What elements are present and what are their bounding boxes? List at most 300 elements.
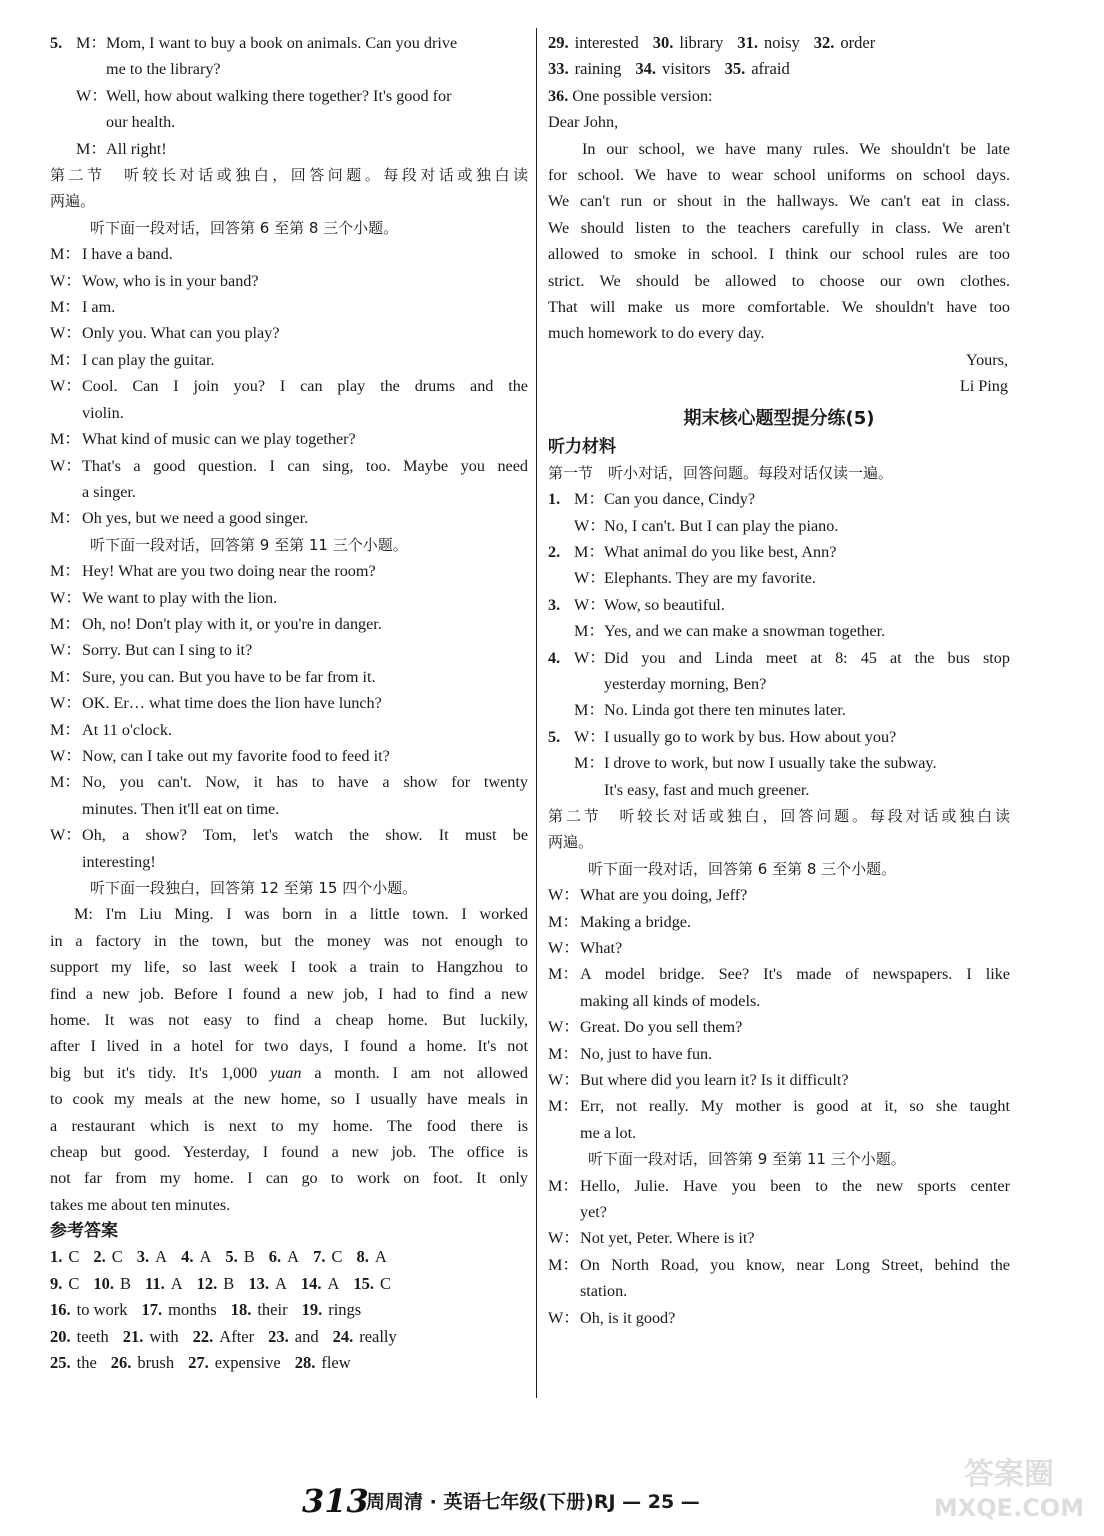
dialogue-text: Oh, is it good? xyxy=(580,1308,676,1327)
answer-item xyxy=(814,30,875,56)
item-number: 1. xyxy=(548,490,561,509)
dialogue-line xyxy=(50,664,528,690)
speaker: M： xyxy=(574,542,605,561)
answer-value: interested xyxy=(574,33,639,52)
speaker: M： xyxy=(574,622,605,641)
answer-value: brush xyxy=(137,1352,175,1372)
answer-number: 31. xyxy=(737,33,758,52)
answer-number: 36. xyxy=(548,86,569,105)
section-instruction: 两遍。 xyxy=(50,192,96,211)
dialogue-text: But where did you learn it? Is it difficult? xyxy=(580,1071,849,1090)
essay-greeting: Dear John, xyxy=(548,113,619,132)
answer-number: 23. xyxy=(268,1326,289,1346)
answer-item xyxy=(93,1244,122,1270)
essay-line: for school. We have to wear school uniforms on school days. xyxy=(548,166,1010,185)
essay-label: 36. One possible version: xyxy=(548,86,713,105)
continuation-line: making all kinds of models. xyxy=(580,991,761,1010)
speaker: M： xyxy=(50,430,81,449)
paragraph-line: cheap but good. Yesterday, I found a new job. The office is xyxy=(50,1143,528,1162)
answer-item xyxy=(356,1244,386,1270)
answer-item xyxy=(653,30,724,56)
answer-value: teeth xyxy=(76,1326,109,1346)
answer-number: 33. xyxy=(548,59,569,79)
item-number: 5. xyxy=(50,34,63,52)
paragraph-line: to cook my meals at the new home, so I usually have meals in xyxy=(50,1090,528,1109)
answer-number: 24. xyxy=(332,1326,354,1346)
dialogue-text: At 11 o'clock. xyxy=(82,720,172,739)
answer-number: 34. xyxy=(635,59,656,79)
speaker: W： xyxy=(548,1071,580,1090)
speaker: M： xyxy=(548,912,579,931)
dialogue-line xyxy=(50,30,528,56)
section-instruction: 听下面一段对话，回答第 9 至第 11 三个小题。 xyxy=(90,535,408,554)
section-instruction: 两遍。 xyxy=(548,833,594,852)
dialogue-line xyxy=(548,909,1010,935)
dialogue-line xyxy=(50,241,528,267)
dialogue-text: Cool. Can I join you? I can play the drums and the xyxy=(82,377,528,396)
answer-number: 7. xyxy=(313,1247,326,1267)
answer-item xyxy=(248,1271,287,1297)
right-column xyxy=(548,30,1010,1331)
dialogue-text: Yes, and we can make a snowman together. xyxy=(604,622,886,641)
dialogue-line xyxy=(548,1067,1010,1093)
speaker: M： xyxy=(548,1044,579,1063)
section-instruction: 听下面一段对话，回答第 9 至第 11 三个小题。 xyxy=(588,1150,906,1169)
speaker: W： xyxy=(574,569,606,588)
dialogue-line xyxy=(548,592,1010,618)
paragraph-line: after I lived in a hotel for two days, I found a home. It's not xyxy=(50,1037,528,1056)
answer-value: C xyxy=(68,1273,80,1293)
answer-value: and xyxy=(294,1326,319,1346)
answer-value: A xyxy=(327,1273,340,1293)
answer-item xyxy=(137,1244,167,1270)
paragraph-line: not far from my home. I can go to work on foot. It only xyxy=(50,1169,528,1188)
speaker: W： xyxy=(548,1018,580,1037)
speaker: M： xyxy=(50,298,81,317)
dialogue-line xyxy=(50,769,528,795)
essay-line: In our school, we have many rules. We shouldn't be late xyxy=(582,139,1010,158)
section-instruction: 听下面一段对话，回答第 6 至第 8 三个小题。 xyxy=(588,859,897,878)
answer-value: raining xyxy=(574,59,622,79)
answer-item xyxy=(737,30,799,56)
answer-item xyxy=(50,1350,97,1376)
speaker: M： xyxy=(50,245,81,264)
answer-item xyxy=(313,1244,342,1270)
answer-item xyxy=(269,1244,299,1270)
answer-number: 25. xyxy=(50,1352,71,1372)
answer-number: 2. xyxy=(93,1247,106,1267)
dialogue-text: I can play the guitar. xyxy=(82,350,215,369)
dialogue-line xyxy=(548,618,1010,644)
continuation-line: a singer. xyxy=(82,482,136,501)
currency-word: yuan xyxy=(270,1063,302,1082)
answer-number: 17. xyxy=(141,1300,163,1320)
section-instruction: 听下面一段对话，回答第 6 至第 8 三个小题。 xyxy=(90,218,399,237)
answer-value: B xyxy=(223,1273,235,1293)
item-number: 3. xyxy=(548,595,561,614)
answer-number: 15. xyxy=(353,1273,375,1293)
dialogue-text: Making a bridge. xyxy=(580,912,692,931)
answer-value: months xyxy=(168,1300,217,1320)
dialogue-text: On North Road, you know, near Long Street, behind the xyxy=(580,1255,1010,1274)
dialogue-text: I am. xyxy=(82,298,116,317)
dialogue-line xyxy=(548,513,1010,539)
dialogue-line xyxy=(50,585,528,611)
speaker: W： xyxy=(50,456,82,475)
answer-value: B xyxy=(120,1273,132,1293)
continuation-line: It's easy, fast and much greener. xyxy=(604,780,810,799)
dialogue-line xyxy=(50,268,528,294)
dialogue-text: Mom, I want to buy a book on animals. Can you drive xyxy=(106,34,458,52)
answer-number: 13. xyxy=(248,1273,269,1293)
speaker: M： xyxy=(548,1176,579,1195)
watermark xyxy=(924,1450,1094,1530)
section-instruction: 第一节 听小对话，回答问题。每段对话仅读一遍。 xyxy=(548,463,894,482)
answer-item xyxy=(93,1271,131,1297)
answer-number: 28. xyxy=(294,1352,316,1372)
answer-value: order xyxy=(840,33,876,52)
dialogue-line xyxy=(50,558,528,584)
answer-item xyxy=(333,1324,397,1350)
answer-value: C xyxy=(68,1247,80,1267)
publisher-logo xyxy=(300,1480,369,1520)
answer-item xyxy=(295,1350,351,1376)
answer-number: 16. xyxy=(50,1300,71,1320)
paragraph-line: home. It was not easy to find a cheap home. But luckily, xyxy=(50,1011,528,1030)
speaker: M： xyxy=(50,509,81,528)
paragraph-line: M: I'm Liu Ming. I was born in a little town. I worked xyxy=(74,905,528,924)
answer-number: 12. xyxy=(196,1273,218,1293)
dialogue-line xyxy=(548,1093,1010,1119)
dialogue-line xyxy=(548,486,1010,512)
speaker: M： xyxy=(76,34,107,52)
dialogue-text: Great. Do you sell them? xyxy=(580,1018,743,1037)
answer-item xyxy=(50,1297,128,1323)
dialogue-text: Not yet, Peter. Where is it? xyxy=(580,1229,755,1248)
section-instruction: 第二节 听较长对话或独白，回答问题。每段对话或独白读 xyxy=(548,806,1010,825)
paragraph-line: support my life, so last week I took a train to Hangzhou to xyxy=(50,958,528,977)
speaker: M： xyxy=(76,139,107,158)
answer-item xyxy=(142,1297,217,1323)
dialogue-line xyxy=(548,882,1010,908)
answer-number: 26. xyxy=(110,1352,132,1372)
speaker: M： xyxy=(548,1097,579,1116)
footer-text: 周周清 · 英语七年级(下册)RJ — 25 — xyxy=(366,1490,700,1513)
listening-title: 听力材料 xyxy=(548,436,616,457)
answer-number: 32. xyxy=(813,33,835,52)
essay-line: We should listen to the teachers carefully in class. We aren't xyxy=(548,218,1010,237)
section-heading: 期末核心题型提分练(5) xyxy=(683,407,875,429)
page-footer xyxy=(300,1480,820,1520)
answer-item xyxy=(193,1324,254,1350)
dialogue-text: Oh, no! Don't play with it, or you're in danger. xyxy=(82,614,382,633)
speaker: W： xyxy=(50,826,82,845)
speaker: W： xyxy=(50,746,82,765)
dialogue-text: Wow, so beautiful. xyxy=(604,595,725,614)
speaker: M： xyxy=(574,701,605,720)
answer-value: A xyxy=(374,1247,387,1267)
answer-number: 22. xyxy=(192,1326,214,1346)
dialogue-text: A model bridge. See? It's made of newspapers. I like xyxy=(580,965,1010,984)
dialogue-text: Sure, you can. But you have to be far from it. xyxy=(82,667,376,686)
dialogue-line xyxy=(548,750,1010,776)
speaker: W： xyxy=(50,641,82,660)
answer-value: After xyxy=(219,1326,255,1346)
answer-value: visitors xyxy=(662,59,711,79)
answer-value: A xyxy=(287,1247,300,1267)
answer-item xyxy=(50,1271,79,1297)
dialogue-text: Now, can I take out my favorite food to feed it? xyxy=(82,746,390,765)
continuation-line: yet? xyxy=(580,1203,607,1222)
dialogue-line xyxy=(50,611,528,637)
answer-number: 35. xyxy=(724,59,746,79)
dialogue-text: Hey! What are you two doing near the room? xyxy=(82,562,376,581)
answer-item xyxy=(231,1297,288,1323)
dialogue-text: No, I can't. But I can play the piano. xyxy=(604,516,839,535)
answer-value: their xyxy=(257,1300,288,1320)
answer-number: 9. xyxy=(50,1273,63,1293)
answer-number: 30. xyxy=(652,33,674,52)
speaker: W： xyxy=(50,271,82,290)
answer-value: B xyxy=(243,1247,255,1267)
answer-item xyxy=(111,1350,174,1376)
answer-value: with xyxy=(149,1326,179,1346)
answer-number: 27. xyxy=(188,1352,209,1372)
dialogue-text: I have a band. xyxy=(82,245,173,264)
answer-item xyxy=(635,56,710,82)
answer-value: library xyxy=(679,33,724,52)
dialogue-line xyxy=(548,1014,1010,1040)
answer-number: 4. xyxy=(181,1247,194,1267)
essay-line: allowed to smoke in school. I think our school rules are too xyxy=(548,245,1010,264)
watermark-text: 答案圈 xyxy=(964,1457,1054,1492)
essay-line: strict. We should be allowed to choose our own clothes. xyxy=(548,271,1010,290)
dialogue-text: Elephants. They are my favorite. xyxy=(604,569,816,588)
item-number: 2. xyxy=(548,542,561,561)
answer-value: A xyxy=(170,1273,183,1293)
dialogue-text: No. Linda got there ten minutes later. xyxy=(604,701,846,720)
dialogue-line xyxy=(50,136,528,162)
answer-row xyxy=(548,56,1010,82)
speaker: W： xyxy=(50,324,82,343)
dialogue-line xyxy=(548,1252,1010,1278)
speaker: W： xyxy=(50,694,82,713)
speaker: M： xyxy=(50,614,81,633)
speaker: W： xyxy=(548,886,580,905)
dialogue-line xyxy=(50,426,528,452)
dialogue-text: What kind of music can we play together? xyxy=(82,430,356,449)
answer-item xyxy=(268,1324,318,1350)
svg-text:MXQE.COM: MXQE.COM xyxy=(933,1494,1085,1522)
speaker: M： xyxy=(50,562,81,581)
speaker: M： xyxy=(50,350,81,369)
continuation-line: station. xyxy=(580,1282,628,1301)
answer-value: the xyxy=(76,1352,97,1372)
answer-value: to work xyxy=(76,1300,128,1320)
dialogue-line xyxy=(50,453,528,479)
essay-closing: Yours, xyxy=(966,350,1008,369)
answer-value: afraid xyxy=(751,59,790,79)
answer-row xyxy=(50,1297,528,1323)
continuation-line: our health. xyxy=(106,113,176,132)
dialogue-line xyxy=(50,505,528,531)
answer-value: C xyxy=(331,1247,343,1267)
dialogue-text: Oh, a show? Tom, let's watch the show. It must be xyxy=(82,826,528,845)
speaker: W： xyxy=(548,1229,580,1248)
dialogue-text: We want to play with the lion. xyxy=(82,588,278,607)
dialogue-line xyxy=(548,724,1010,750)
dialogue-line xyxy=(50,690,528,716)
speaker: W： xyxy=(574,516,606,535)
continuation-line: yesterday morning, Ben? xyxy=(604,674,767,693)
speaker: W： xyxy=(50,377,82,396)
answer-item xyxy=(50,1244,79,1270)
answer-number: 20. xyxy=(50,1326,71,1346)
answer-item xyxy=(725,56,790,82)
answer-value: expensive xyxy=(214,1352,281,1372)
dialogue-text: I drove to work, but now I usually take the subway. xyxy=(604,754,937,773)
dialogue-text: No, you can't. Now, it has to have a show for twenty xyxy=(82,773,528,792)
dialogue-line xyxy=(50,347,528,373)
dialogue-text: Can you dance, Cindy? xyxy=(604,490,756,509)
dialogue-text: Only you. What can you play? xyxy=(82,324,280,343)
essay-signature: Li Ping xyxy=(959,377,1008,396)
answer-item xyxy=(188,1350,281,1376)
dialogue-text: No, just to have fun. xyxy=(580,1044,713,1063)
answer-value: really xyxy=(359,1326,397,1346)
dialogue-line xyxy=(50,83,528,109)
speaker: M： xyxy=(50,667,81,686)
dialogue-line xyxy=(548,1173,1010,1199)
speaker: W： xyxy=(76,86,108,105)
answer-item xyxy=(123,1324,179,1350)
answer-number: 3. xyxy=(136,1247,150,1267)
answer-number: 19. xyxy=(301,1300,323,1320)
dialogue-text: Err, not really. My mother is good at it, so she taught xyxy=(580,1097,1010,1116)
dialogue-line xyxy=(50,822,528,848)
dialogue-line xyxy=(50,637,528,663)
speaker: M： xyxy=(574,754,605,773)
dialogue-line xyxy=(50,373,528,399)
paragraph-line: big but it's tidy. It's 1,000 yuan a month. I am not allowed xyxy=(50,1063,528,1082)
speaker: W： xyxy=(574,595,606,614)
speaker: M： xyxy=(50,720,81,739)
continuation-line: minutes. Then it'll eat on time. xyxy=(82,799,280,818)
answer-row xyxy=(50,1350,528,1376)
dialogue-line xyxy=(548,565,1010,591)
dialogue-line xyxy=(548,645,1010,671)
dialogue-line xyxy=(548,935,1010,961)
answer-item xyxy=(548,30,639,56)
answer-number: 21. xyxy=(122,1326,144,1346)
continuation-line: me a lot. xyxy=(580,1123,637,1142)
answer-item xyxy=(353,1271,391,1297)
paragraph-line: in a factory in the town, but the money was not enough to xyxy=(50,931,528,950)
left-column xyxy=(50,30,528,1376)
dialogue-text: What are you doing, Jeff? xyxy=(580,886,748,905)
essay-line: That will make us more comfortable. We shouldn't have too xyxy=(548,298,1010,317)
dialogue-text: What animal do you like best, Ann? xyxy=(604,542,837,561)
answer-item xyxy=(197,1271,235,1297)
dialogue-text: Oh yes, but we need a good singer. xyxy=(82,509,309,528)
dialogue-line xyxy=(50,717,528,743)
answer-value: noisy xyxy=(764,33,800,52)
essay-line: much homework to do every day. xyxy=(548,324,765,343)
speaker: W： xyxy=(548,939,580,957)
dialogue-text: That's a good question. I can sing, too. Maybe you need xyxy=(82,456,528,475)
dialogue-text: Hello, Julie. Have you been to the new sports center xyxy=(580,1176,1010,1195)
answer-number: 29. xyxy=(548,33,569,52)
answer-item xyxy=(302,1297,362,1323)
dialogue-text: I usually go to work by bus. How about you? xyxy=(604,727,897,746)
dialogue-line xyxy=(50,320,528,346)
dialogue-text: OK. Er… what time does the lion have lunch? xyxy=(82,694,382,713)
dialogue-line xyxy=(50,743,528,769)
section-instruction: 听下面一段独白，回答第 12 至第 15 四个小题。 xyxy=(90,879,418,897)
answer-item xyxy=(301,1271,340,1297)
dialogue-line xyxy=(548,961,1010,987)
dialogue-text: Wow, who is in your band? xyxy=(82,271,259,290)
answer-row xyxy=(50,1244,528,1270)
dialogue-line xyxy=(548,1041,1010,1067)
dialogue-line xyxy=(50,294,528,320)
answer-row xyxy=(548,30,1010,56)
answer-number: 10. xyxy=(93,1273,115,1293)
speaker: M： xyxy=(548,1255,579,1274)
answer-value: A xyxy=(274,1273,287,1293)
answer-value: A xyxy=(199,1247,212,1267)
answer-number: 18. xyxy=(230,1300,252,1320)
answer-value: rings xyxy=(328,1300,362,1320)
answer-number: 8. xyxy=(356,1247,369,1267)
paragraph-line: find a new job. Before I found a new job, I had to find a new xyxy=(50,984,528,1003)
paragraph-line: a restaurant which is next to my home. The food there is xyxy=(50,1116,528,1135)
dialogue-text: Well, how about walking there together? It's good for xyxy=(106,86,452,105)
dialogue-line xyxy=(548,697,1010,723)
essay-line: We can't run or shout in the hallways. We can't eat in class. xyxy=(548,192,1010,211)
answer-number: 14. xyxy=(300,1273,322,1293)
answer-value: C xyxy=(380,1273,392,1293)
continuation-line: me to the library? xyxy=(106,60,221,79)
answer-item xyxy=(50,1324,109,1350)
dialogue-text: Did you and Linda meet at 8: 45 at the bus stop xyxy=(604,648,1010,667)
answer-number: 11. xyxy=(145,1273,165,1293)
paragraph-line: takes me about ten minutes. xyxy=(50,1195,231,1214)
dialogue-text: All right! xyxy=(106,139,167,158)
speaker: W： xyxy=(50,588,82,607)
continuation-line: interesting! xyxy=(82,852,156,871)
dialogue-text: What? xyxy=(580,939,623,957)
dialogue-line xyxy=(548,539,1010,565)
answer-item xyxy=(225,1244,254,1270)
speaker: M： xyxy=(574,490,605,509)
dialogue-text: Sorry. But can I sing to it? xyxy=(82,641,253,660)
answer-item xyxy=(548,56,621,82)
speaker: M： xyxy=(50,773,81,792)
column-divider xyxy=(536,28,537,1398)
speaker: W： xyxy=(574,727,606,746)
answer-number: 5. xyxy=(225,1247,238,1267)
answer-item xyxy=(145,1271,183,1297)
answer-item xyxy=(181,1244,211,1270)
item-number: 5. xyxy=(548,727,561,746)
continuation-line: violin. xyxy=(82,403,124,422)
logo-text: 313 xyxy=(302,1482,369,1520)
section-instruction: 第二节 听较长对话或独白，回答问题。每段对话或独白读 xyxy=(50,166,528,185)
answer-value: A xyxy=(155,1247,168,1267)
speaker: W： xyxy=(574,648,606,667)
speaker: M： xyxy=(548,965,579,984)
